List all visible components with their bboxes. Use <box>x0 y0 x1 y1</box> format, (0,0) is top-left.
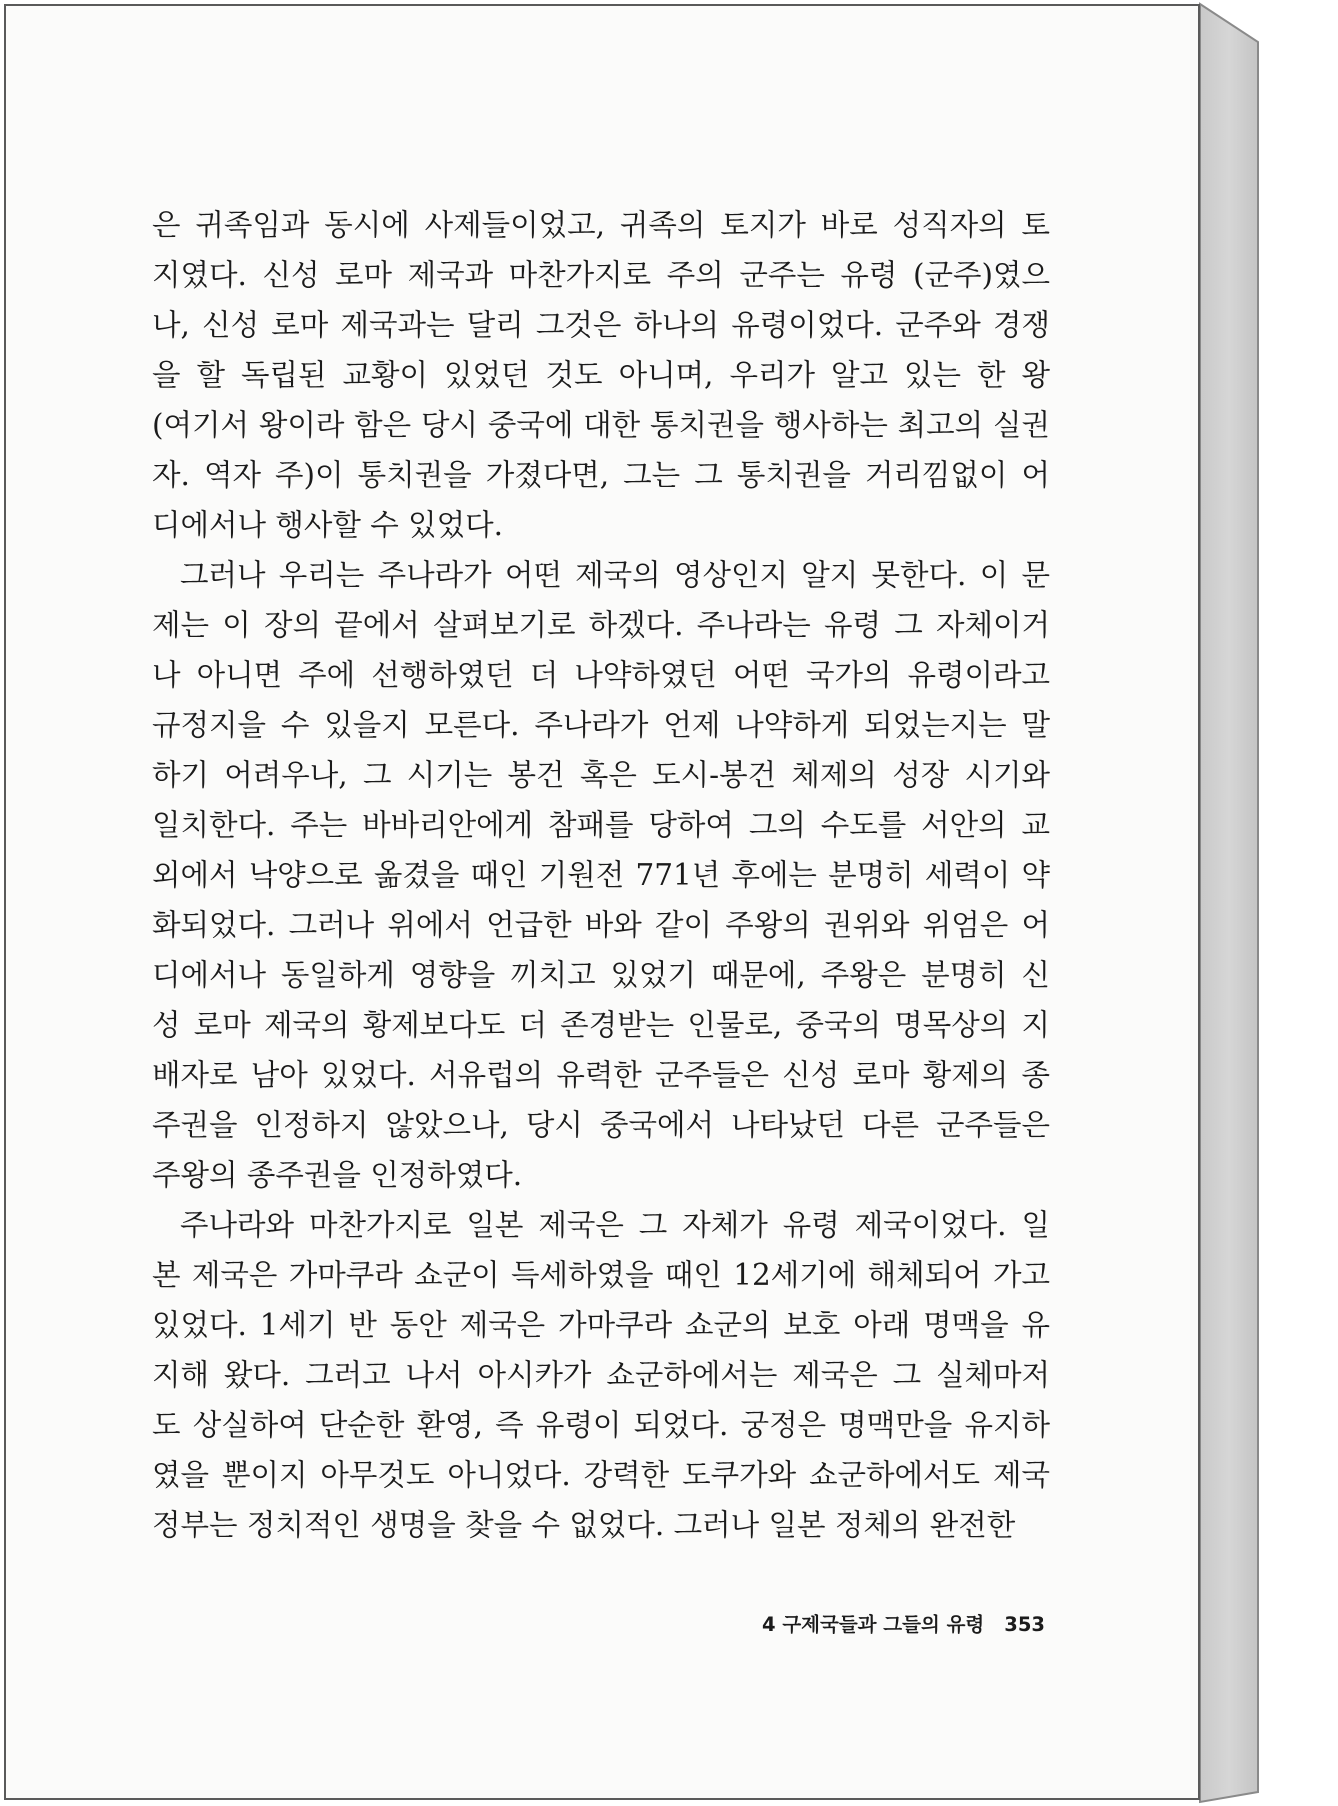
text-line: 본 제국은 가마쿠라 쇼군이 득세하였을 때인 12세기에 해체되어 가고 <box>152 1258 1050 1292</box>
text-line: 지였다. 신성 로마 제국과 마찬가지로 주의 군주는 유령 (군주)였으 <box>152 258 1050 292</box>
text-line: 제는 이 장의 끝에서 살펴보기로 하겠다. 주나라는 유령 그 자체이거 <box>152 608 1050 642</box>
text-line: (여기서 왕이라 함은 당시 중국에 대한 통치권을 행사하는 최고의 실권 <box>152 408 1050 442</box>
text-line: 였을 뿐이지 아무것도 아니었다. 강력한 도쿠가와 쇼군하에서도 제국 <box>152 1458 1050 1492</box>
text-line: 을 할 독립된 교황이 있었던 것도 아니며, 우리가 알고 있는 한 왕 <box>152 358 1050 392</box>
text-line: 주왕의 종주권을 인정하였다. <box>152 1158 523 1192</box>
text-line: 있었다. 1세기 반 동안 제국은 가마쿠라 쇼군의 보호 아래 명맥을 유 <box>152 1308 1050 1342</box>
text-line: 정부는 정치적인 생명을 찾을 수 없었다. 그러나 일본 정체의 완전한 <box>152 1508 1016 1542</box>
text-line: 하기 어려우나, 그 시기는 봉건 혹은 도시-봉건 체제의 성장 시기와 <box>152 758 1050 792</box>
page-footer <box>762 1609 1045 1637</box>
page-number: 353 <box>1004 1613 1045 1636</box>
text-line: 화되었다. 그러나 위에서 언급한 바와 같이 주왕의 권위와 위엄은 어 <box>152 908 1050 942</box>
body-text <box>152 200 1050 1550</box>
text-line: 주권을 인정하지 않았으나, 당시 중국에서 나타났던 다른 군주들은 <box>152 1108 1050 1142</box>
text-line: 지해 왔다. 그러고 나서 아시카가 쇼군하에서는 제국은 그 실체마저 <box>152 1358 1050 1392</box>
text-line: 외에서 낙양으로 옮겼을 때인 기원전 771년 후에는 분명히 세력이 약 <box>152 858 1050 892</box>
text-line: 규정지을 수 있을지 모른다. 주나라가 언제 나약하게 되었는지는 말 <box>152 708 1050 742</box>
text-line: 디에서나 동일하게 영향을 끼치고 있었기 때문에, 주왕은 분명히 신 <box>152 958 1050 992</box>
text-line: 주나라와 마찬가지로 일본 제국은 그 자체가 유령 제국이었다. 일 <box>180 1208 1050 1242</box>
text-line: 그러나 우리는 주나라가 어떤 제국의 영상인지 알지 못한다. 이 문 <box>180 558 1050 592</box>
text-line: 배자로 남아 있었다. 서유럽의 유력한 군주들은 신성 로마 황제의 종 <box>152 1058 1050 1092</box>
text-line: 나, 신성 로마 제국과는 달리 그것은 하나의 유령이었다. 군주와 경쟁 <box>152 308 1050 342</box>
text-line: 자. 역자 주)이 통치권을 가졌다면, 그는 그 통치권을 거리낌없이 어 <box>152 458 1050 492</box>
text-line: 디에서나 행사할 수 있었다. <box>152 508 503 542</box>
text-line: 나 아니면 주에 선행하였던 더 나약하였던 어떤 국가의 유령이라고 <box>152 658 1050 692</box>
text-line: 은 귀족임과 동시에 사제들이었고, 귀족의 토지가 바로 성직자의 토 <box>152 208 1050 242</box>
text-line: 도 상실하여 단순한 환영, 즉 유령이 되었다. 궁정은 명맥만을 유지하 <box>152 1408 1050 1442</box>
text-line: 일치한다. 주는 바바리안에게 참패를 당하여 그의 수도를 서안의 교 <box>152 808 1050 842</box>
running-chapter-title: 4 구제국들과 그들의 유령 <box>761 1613 985 1636</box>
text-line: 성 로마 제국의 황제보다도 더 존경받는 인물로, 중국의 명목상의 지 <box>152 1008 1050 1042</box>
